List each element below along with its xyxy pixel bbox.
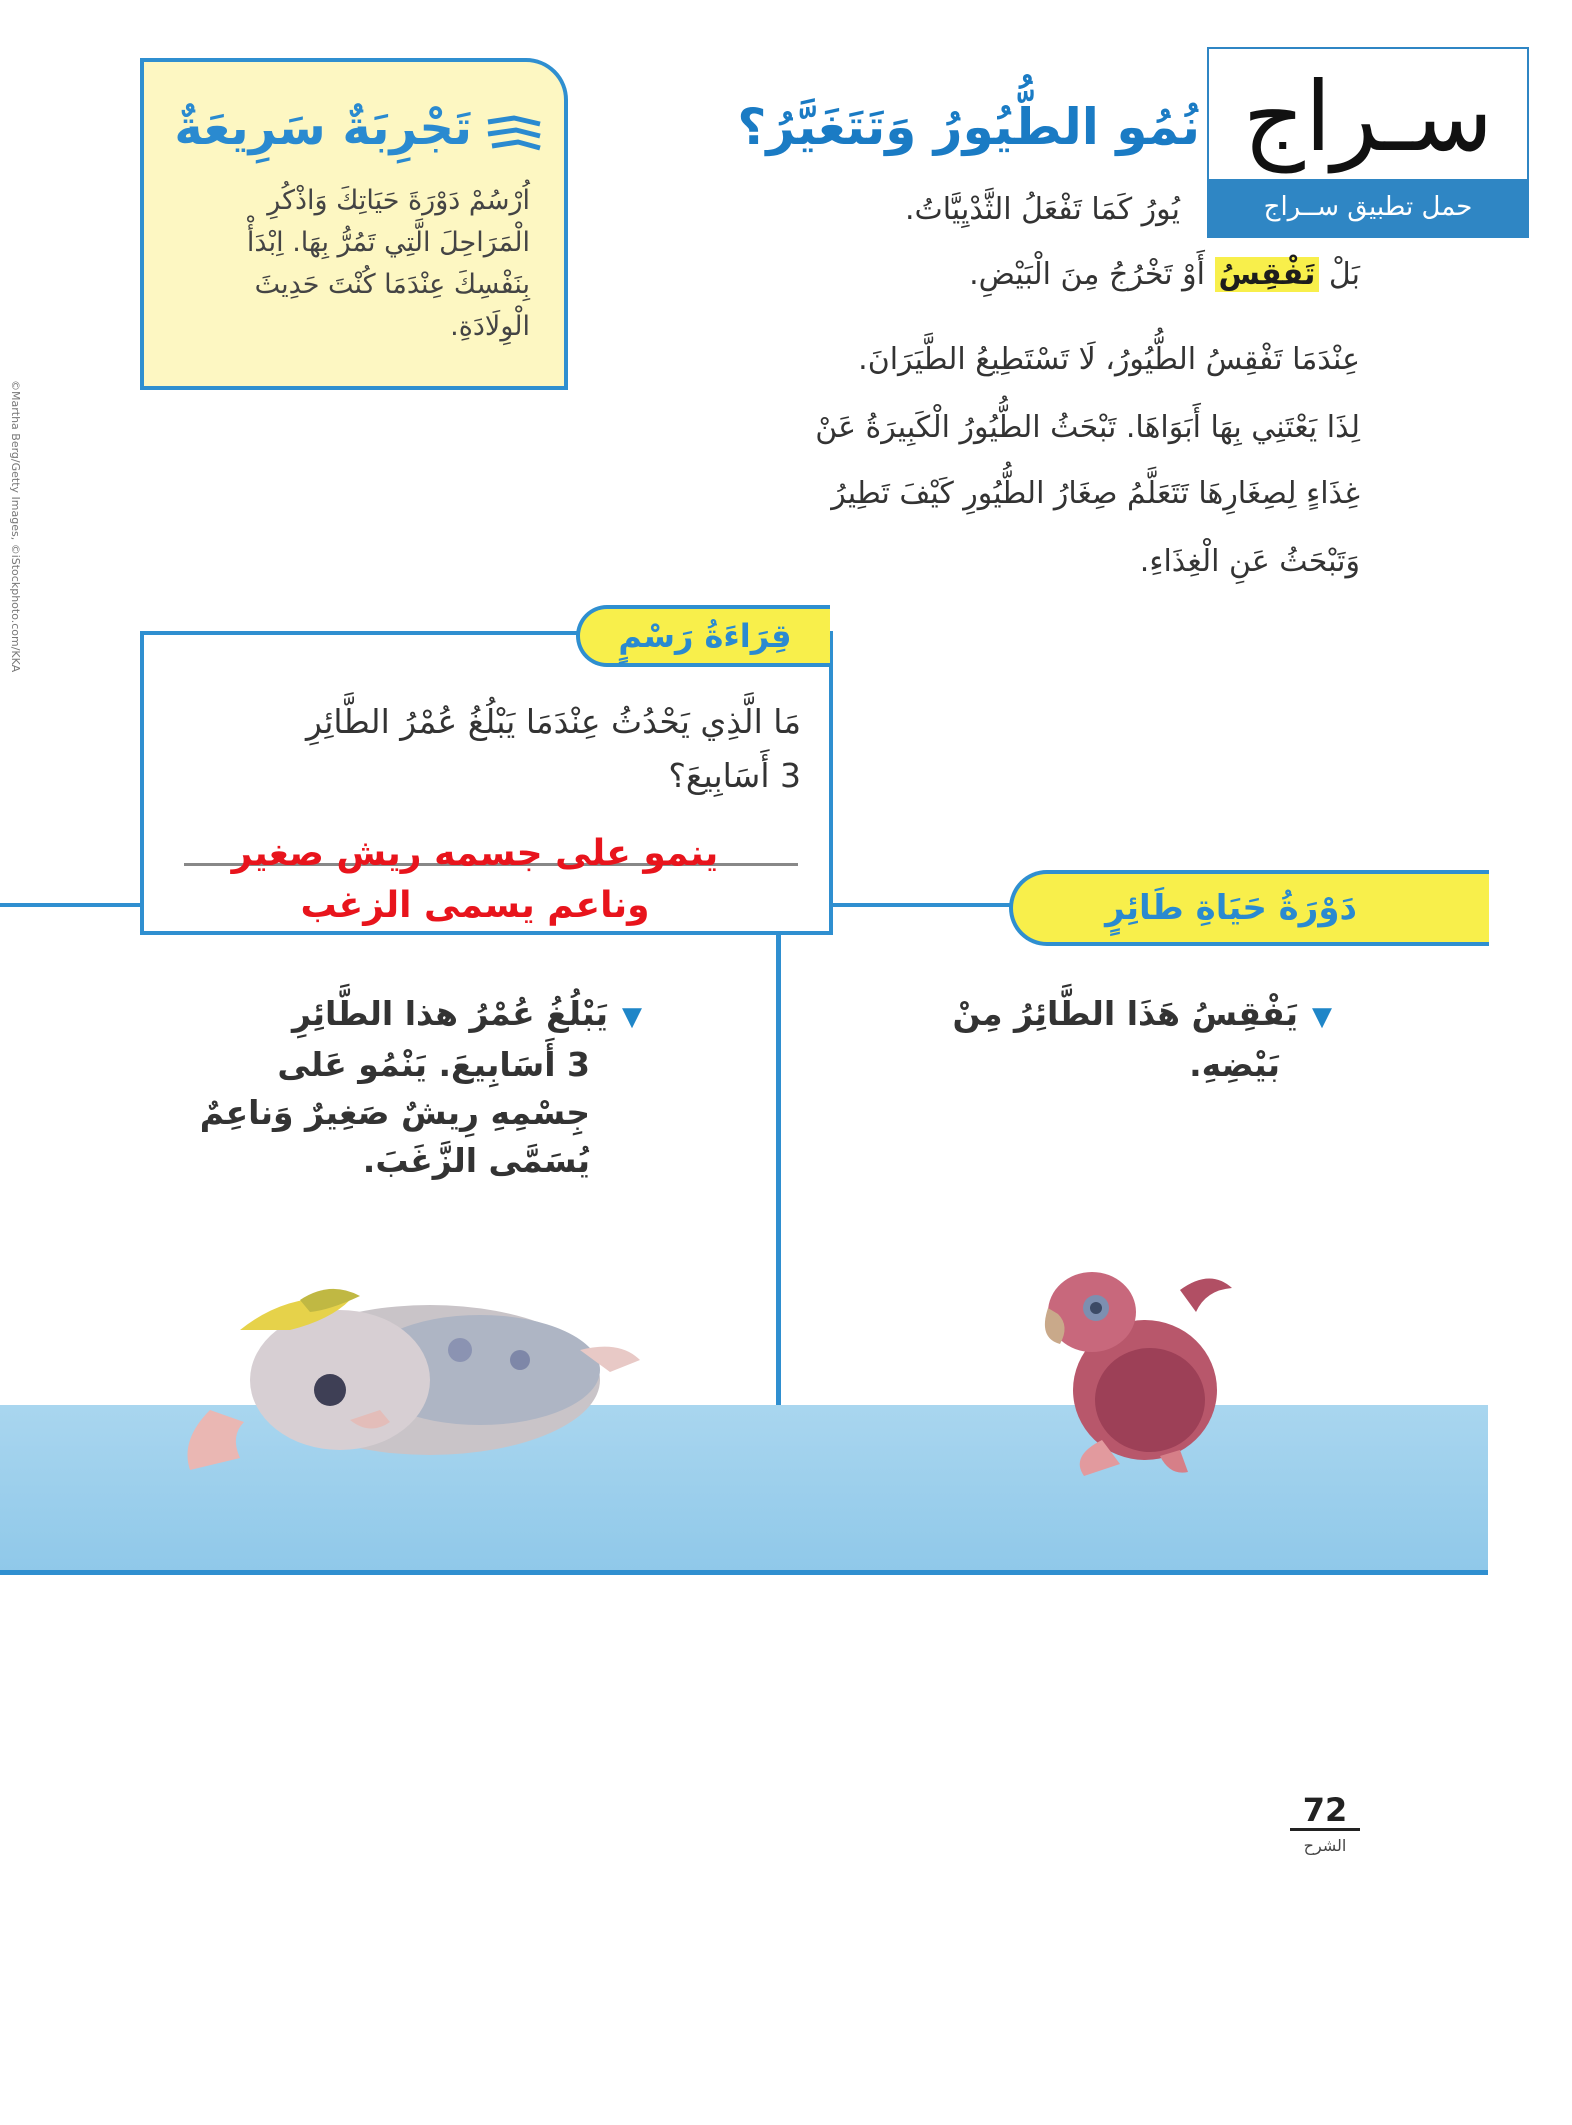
- paragraph-line-2: لِذَا يَعْتَنِي بِهَا أَبَوَاهَا. تَبْحَثُ الطُّيُورُ الْكَبِيرَةُ عَنْ: [815, 410, 1360, 445]
- stage-1-caption: [872, 990, 1332, 1089]
- life-cycle-tab-label: دَوْرَةُ حَيَاةِ طَائِرٍ: [1105, 888, 1357, 928]
- life-cycle-tab: [1009, 870, 1489, 946]
- triangle-icon: ▼: [1312, 1002, 1332, 1032]
- page-title: نُمُو الطُّيُورُ وَتَتَغَيَّرُ؟: [737, 98, 1200, 156]
- quick-experiment-box: [140, 58, 568, 390]
- paragraph-line-3: غِذَاءٍ لِصِغَارِهَا تَتَعَلَّمُ صِغَارُ الطُّيُورِ كَيْفَ تَطِيرُ: [831, 476, 1360, 511]
- brand-box: [1207, 47, 1529, 238]
- photo-credit-text: ©Martha Berg/Getty Images, ©iStockphoto.com/KKA: [9, 380, 22, 673]
- intro-line-2: [969, 255, 1360, 295]
- paragraph-line-4: وَتَبْحَثُ عَنِ الْغِذَاءِ.: [1139, 544, 1360, 579]
- stage-2-line-3: جِسْمِهِ رِيشٌ صَغِيرٌ وَناعِمٌ: [199, 1093, 590, 1132]
- splash-icon: [484, 114, 544, 160]
- handwritten-answer: [150, 828, 800, 932]
- quick-line-4: الْوِلَادَةِ.: [450, 311, 530, 342]
- read-diagram-question: [181, 695, 801, 803]
- divider-left: [0, 903, 142, 907]
- three-week-bird-image: [180, 1260, 640, 1500]
- hatchling-bird-image: [1010, 1250, 1250, 1490]
- answer-line-2: وناعم يسمى الزغب: [300, 885, 650, 926]
- intro-line-1: يُورُ كَمَا تَفْعَلُ الثَّدْيِيَّاتُ.: [904, 192, 1180, 227]
- vocabulary-hatch: تَفْقِسُ: [1215, 257, 1320, 292]
- stage-1-line-1: ▼يَفْقِسُ هَذَا الطَّائِرُ مِنْ: [952, 994, 1332, 1033]
- stage-2-line-4: يُسَمَّى الزَّغَبَ.: [362, 1141, 590, 1180]
- brand-app-bar[interactable]: حمل تطبيق ســراج: [1209, 179, 1527, 236]
- intro-line-2-end: أَوْ تَخْرُجُ مِنَ الْبَيْضِ.: [969, 257, 1205, 292]
- brand-logo-word: سـراج: [1242, 61, 1494, 173]
- divider-middle: [833, 903, 1013, 907]
- triangle-icon: ▼: [622, 1002, 642, 1032]
- paragraph-line-1: عِنْدَمَا تَفْقِسُ الطُّيُورُ، لَا تَسْتَطِيعُ الطَّيَرَانَ.: [858, 342, 1360, 377]
- question-line-1: مَا الَّذِي يَحْدُثُ عِنْدَمَا يَبْلُغُ عُمْرُ الطَّائِرِ: [306, 702, 801, 741]
- stage-1-line-2: بَيْضِهِ.: [1189, 1045, 1280, 1084]
- stage-2-line-1: ▼يَبْلُغُ عُمْرُ هذا الطَّائِرِ: [292, 994, 642, 1033]
- quick-line-2: الْمَرَاحِلَ الَّتِي تَمُرُّ بِهَا. اِبْدَأْ: [246, 227, 530, 258]
- question-line-2: 3 أَسَابِيعَ؟: [668, 756, 801, 795]
- quick-experiment-text: [180, 180, 530, 348]
- stage-2-line-2: 3 أَسَابِيعَ. يَنْمُو عَلى: [277, 1045, 590, 1084]
- quick-line-1: اُرْسُمْ دَوْرَةَ حَيَاتِكَ وَاذْكُرِ: [267, 185, 530, 216]
- intro-line-2-start: بَلْ: [1328, 257, 1360, 292]
- read-diagram-tab: [576, 605, 830, 667]
- page-number: 72: [1290, 1792, 1360, 1831]
- read-diagram-tab-label: قِرَاءَةُ رَسْمٍ: [618, 617, 792, 655]
- water-bottom-line: [0, 1570, 1488, 1575]
- answer-line-1: ينمو على جسمه ريش صغير: [231, 833, 719, 874]
- stage-2-caption: [122, 990, 642, 1185]
- photo-credit: [6, 380, 24, 760]
- quick-experiment-title: تَجْرِبَةٌ سَرِيعَةٌ: [174, 100, 472, 156]
- page-section-label: الشرح: [1303, 1836, 1347, 1855]
- quick-line-3: بِنَفْسِكَ عِنْدَمَا كُنْتَ حَدِيثَ: [254, 269, 530, 300]
